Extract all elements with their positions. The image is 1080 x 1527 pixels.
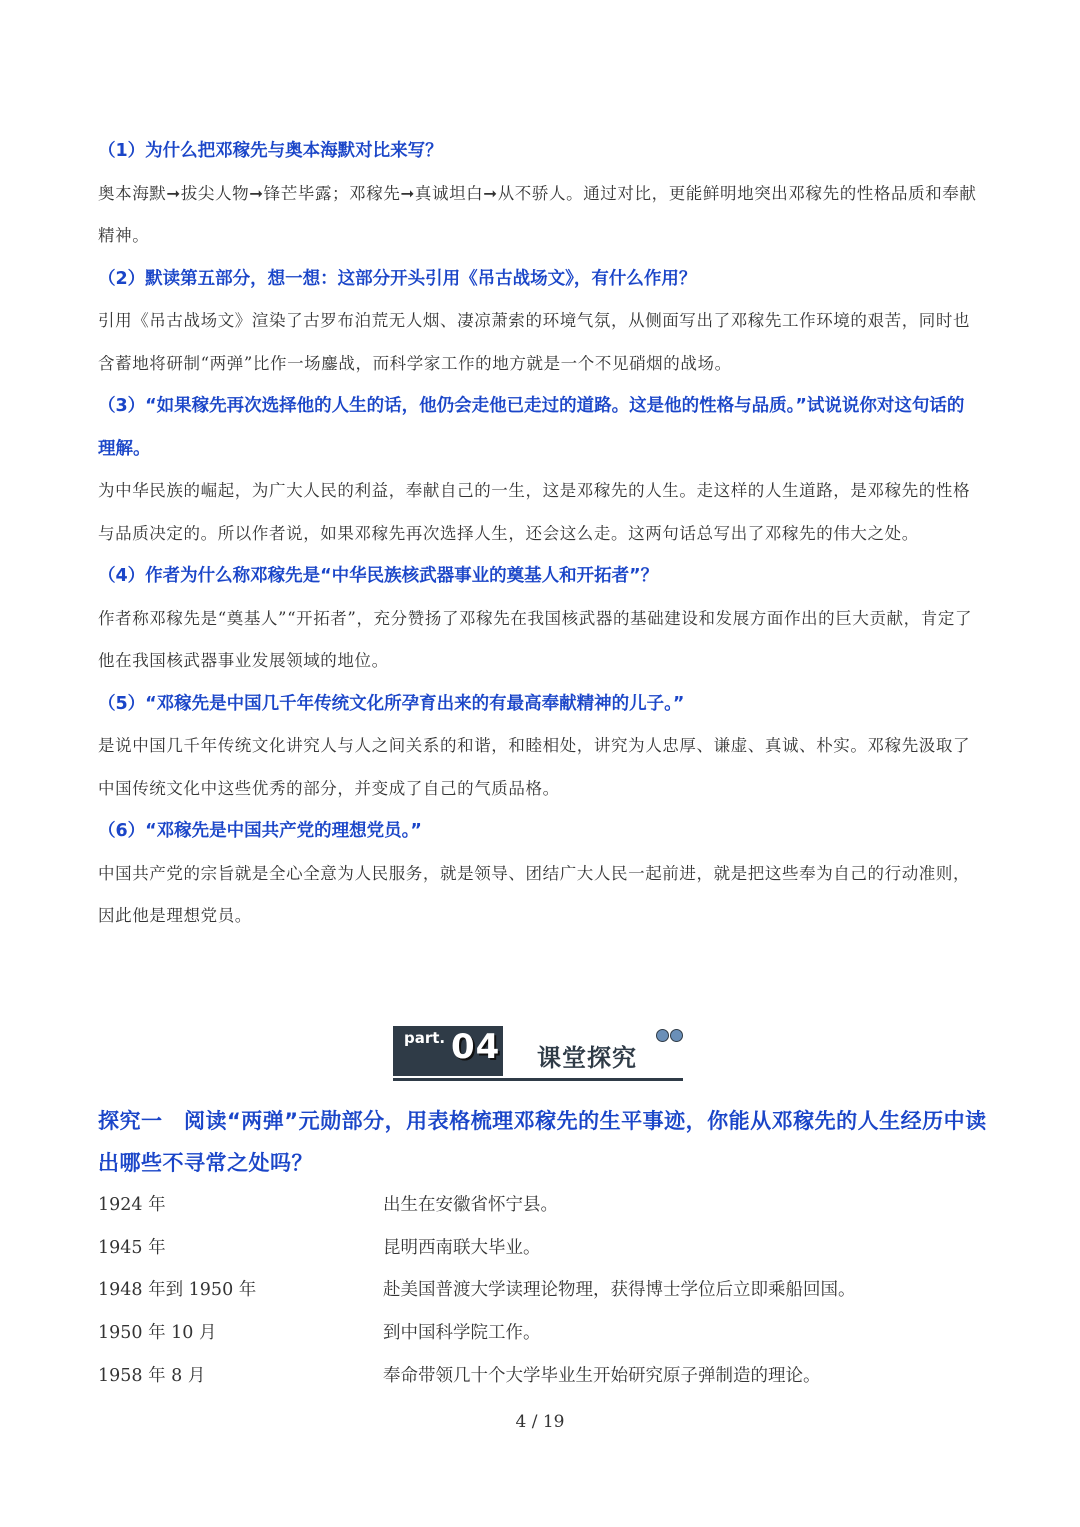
timeline-date: 1950 年 10 月 bbox=[98, 1323, 217, 1344]
explore-section bbox=[98, 1100, 988, 1397]
table-row bbox=[98, 1355, 988, 1398]
answer-1: 奥本海默➞拔尖人物➞锋芒毕露；邓稼先➞真诚坦白➞从不骄人。通过对比，更能鲜明地突出邓稼先的性格品质和奉献精神。 bbox=[98, 183, 977, 245]
explore-title: 探究一 阅读“两弹”元勋部分，用表格梳理邓稼先的生平事迹，你能从邓稼先的人生经历中读出哪些不寻常之处吗？ bbox=[98, 1109, 987, 1175]
table-row bbox=[98, 1227, 988, 1270]
question-6: （6）“邓稼先是中国共产党的理想党员。” bbox=[98, 821, 422, 841]
timeline-event: 出生在安徽省怀宁县。 bbox=[383, 1195, 558, 1215]
question-1: （1）为什么把邓稼先与奥本海默对比来写？ bbox=[98, 141, 443, 161]
banner-underline bbox=[393, 1078, 683, 1081]
table-row bbox=[98, 1312, 988, 1355]
banner-section-number: 04 bbox=[451, 1027, 501, 1067]
answer-4: 作者称邓稼先是“奠基人”“开拓者”，充分赞扬了邓稼先在我国核武器的基础建设和发展方面作出的巨大贡献，肯定了他在我国核武器事业发展领域的地位。 bbox=[98, 608, 973, 670]
table-row bbox=[98, 1184, 988, 1227]
timeline-event: 奉命带领几十个大学毕业生开始研究原子弹制造的理论。 bbox=[383, 1365, 821, 1386]
timeline-event: 昆明西南联大毕业。 bbox=[383, 1237, 541, 1258]
answer-6: 中国共产党的宗旨就是全心全意为人民服务，就是领导、团结广大人民一起前进，就是把这些奉为自己的行动准则，因此他是理想党员。 bbox=[98, 863, 971, 925]
table-row bbox=[98, 1269, 988, 1312]
timeline-date: 1924 年 bbox=[98, 1195, 166, 1215]
answer-2: 引用《吊古战场文》渲染了古罗布泊荒无人烟、凄凉萧索的环境气氛，从侧面写出了邓稼先工作环境的艰苦，同时也含蓄地将研制“两弹”比作一场鏖战，而科学家工作的地方就是一个不见硝烟的战场。 bbox=[98, 311, 971, 373]
answer-5: 是说中国几千年传统文化讲究人与人之间关系的和谐，和睦相处，讲究为人忠厚、谦虚、真诚、朴实。邓稼先汲取了中国传统文化中这些优秀的部分，并变成了自己的气质品格。 bbox=[98, 736, 971, 798]
question-5: （5）“邓稼先是中国几千年传统文化所孕育出来的有最高奉献精神的儿子。” bbox=[98, 693, 685, 714]
decorative-dots-icon bbox=[656, 1029, 686, 1043]
qa-section bbox=[98, 130, 978, 938]
question-4: （4）作者为什么称邓稼先是“中华民族核武器事业的奠基人和开拓者”？ bbox=[98, 566, 659, 586]
question-3: （3）“如果稼先再次选择他的人生的话，他仍会走他已走过的道路。这是他的性格与品质。”试说说你对这句话的理解。 bbox=[98, 396, 965, 459]
page-number: 4 / 19 bbox=[515, 1412, 565, 1432]
timeline-event: 赴美国普渡大学读理论物理，获得博士学位后立即乘船回国。 bbox=[383, 1280, 856, 1301]
timeline-event: 到中国科学院工作。 bbox=[383, 1323, 541, 1344]
answer-3: 为中华民族的崛起，为广大人民的利益，奉献自己的一生，这是邓稼先的人生。走这样的人生道路，是邓稼先的性格与品质决定的。所以作者说，如果邓稼先再次选择人生，还会这么走。这两句话总写出了邓稼先的伟大之处。 bbox=[98, 481, 971, 543]
timeline-table bbox=[98, 1184, 988, 1397]
banner-part-label: part. bbox=[404, 1029, 446, 1047]
timeline-date: 1945 年 bbox=[98, 1237, 166, 1258]
section-banner bbox=[393, 1023, 688, 1085]
banner-section-title: 课堂探究 bbox=[537, 1044, 637, 1072]
timeline-date: 1958 年 8 月 bbox=[98, 1365, 206, 1386]
timeline-date: 1948 年到 1950 年 bbox=[98, 1280, 257, 1301]
question-2: （2）默读第五部分，想一想：这部分开头引用《吊古战场文》，有什么作用？ bbox=[98, 268, 697, 289]
